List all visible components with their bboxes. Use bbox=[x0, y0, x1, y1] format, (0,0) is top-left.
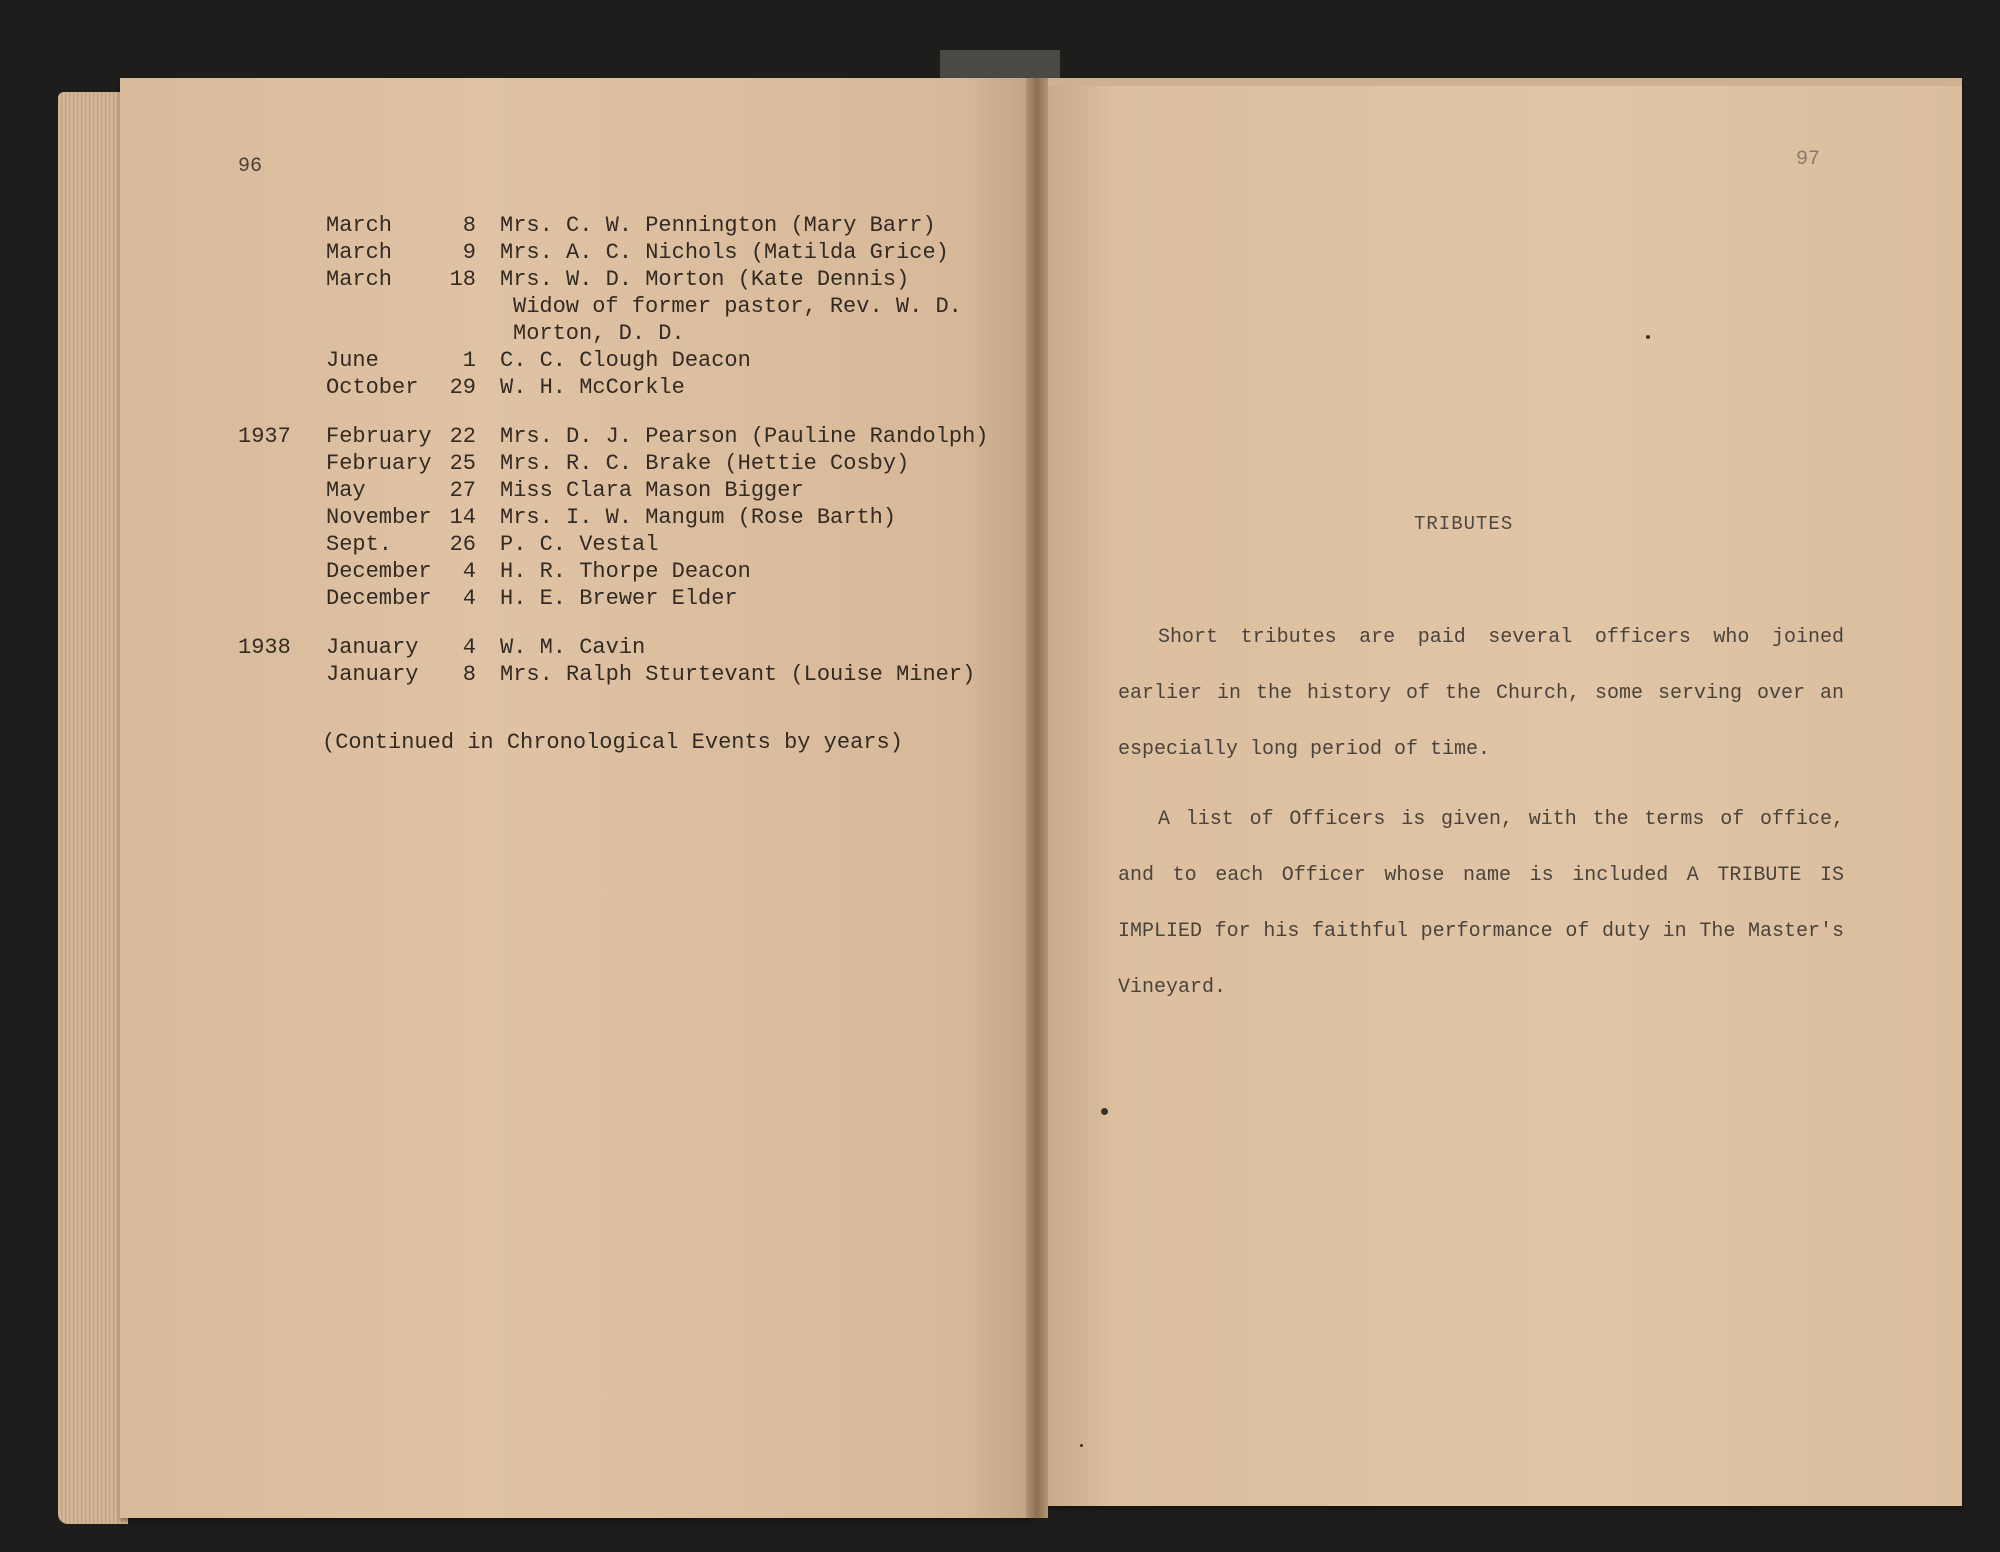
entry-name: Mrs. Ralph Sturtevant (Louise Miner) bbox=[500, 662, 976, 687]
entry-month: May bbox=[326, 478, 366, 503]
entry-month: June bbox=[326, 348, 379, 373]
list-item bbox=[238, 293, 1018, 320]
entry-day: 25 bbox=[449, 451, 476, 476]
deaths-list bbox=[238, 212, 1018, 688]
tributes-heading: TRIBUTES bbox=[1414, 513, 1514, 535]
entry-day: 14 bbox=[449, 505, 476, 530]
list-item bbox=[238, 477, 1018, 504]
page-edges bbox=[58, 92, 128, 1524]
list-item bbox=[238, 212, 1018, 239]
entry-month: January bbox=[326, 635, 419, 660]
entry-name: P. C. Vestal bbox=[500, 532, 659, 557]
entry-year: 1938 bbox=[238, 635, 291, 660]
entry-day: 9 bbox=[462, 240, 476, 265]
tributes-paragraph-1: Short tributes are paid several officers who joined earlier in the history of the Church, some serving over an especially long period of time. bbox=[1118, 626, 1844, 761]
entry-name: Mrs. C. W. Pennington (Mary Barr) bbox=[500, 213, 936, 238]
entry-name: H. E. Brewer Elder bbox=[500, 586, 738, 611]
book-gutter bbox=[1026, 78, 1048, 1518]
entry-month: January bbox=[326, 662, 419, 687]
entry-name: Mrs. A. C. Nichols (Matilda Grice) bbox=[500, 240, 949, 265]
entry-year: 1937 bbox=[238, 424, 291, 449]
ink-speck bbox=[1646, 335, 1650, 339]
entry-month: November bbox=[326, 505, 432, 530]
entry-name: Miss Clara Mason Bigger bbox=[500, 478, 804, 503]
list-item bbox=[238, 661, 1018, 688]
entry-day: 18 bbox=[449, 267, 476, 292]
ink-speck bbox=[1101, 1108, 1108, 1115]
entry-day: 8 bbox=[462, 662, 476, 687]
list-item bbox=[238, 239, 1018, 266]
list-item bbox=[238, 266, 1018, 293]
entry-day: 29 bbox=[449, 375, 476, 400]
entry-month: December bbox=[326, 559, 432, 584]
entry-name: H. R. Thorpe Deacon bbox=[500, 559, 751, 584]
entry-name: Mrs. W. D. Morton (Kate Dennis) bbox=[500, 267, 910, 292]
entry-month: March bbox=[326, 213, 393, 238]
entry-day: 4 bbox=[462, 559, 476, 584]
list-item bbox=[238, 374, 1018, 401]
list-item bbox=[238, 558, 1018, 585]
entry-month: March bbox=[326, 240, 393, 265]
entry-name: W. M. Cavin bbox=[500, 635, 646, 660]
entry-name: Mrs. I. W. Mangum (Rose Barth) bbox=[500, 505, 897, 530]
list-item bbox=[238, 347, 1018, 374]
ink-speck bbox=[1080, 1444, 1083, 1447]
entry-name: C. C. Clough Deacon bbox=[500, 348, 751, 373]
entry-month: December bbox=[326, 586, 432, 611]
list-item bbox=[238, 423, 1018, 450]
entry-day: 1 bbox=[462, 348, 476, 373]
entry-name: W. H. McCorkle bbox=[500, 375, 685, 400]
entry-month: March bbox=[326, 267, 393, 292]
continued-note: (Continued in Chronological Events by years) bbox=[322, 730, 903, 755]
entry-day: 4 bbox=[462, 586, 476, 611]
list-item bbox=[238, 634, 1018, 661]
tributes-paragraph-2: A list of Officers is given, with the terms of office, and to each Officer whose name is included A TRIBUTE IS IMPLIED for his faithful performance of duty in The Master's Vineyard. bbox=[1118, 808, 1844, 999]
entry-name: Widow of former pastor, Rev. W. D. bbox=[513, 294, 962, 319]
entry-name: Mrs. D. J. Pearson (Pauline Randolph) bbox=[500, 424, 989, 449]
page-number-right: 97 bbox=[1796, 148, 1821, 171]
entry-name: Mrs. R. C. Brake (Hettie Cosby) bbox=[500, 451, 910, 476]
entry-day: 26 bbox=[449, 532, 476, 557]
entry-month: October bbox=[326, 375, 419, 400]
page-number-left: 96 bbox=[238, 155, 263, 178]
entry-month: February bbox=[326, 424, 432, 449]
book-spine-cloth bbox=[940, 50, 1060, 78]
list-item bbox=[238, 531, 1018, 558]
list-item bbox=[238, 585, 1018, 612]
entry-day: 8 bbox=[462, 213, 476, 238]
list-item bbox=[238, 504, 1018, 531]
list-item bbox=[238, 450, 1018, 477]
list-item bbox=[238, 320, 1018, 347]
entry-day: 27 bbox=[449, 478, 476, 503]
entry-day: 4 bbox=[462, 635, 476, 660]
entry-day: 22 bbox=[449, 424, 476, 449]
entry-month: February bbox=[326, 451, 432, 476]
entry-month: Sept. bbox=[326, 532, 393, 557]
entry-name: Morton, D. D. bbox=[513, 321, 685, 346]
